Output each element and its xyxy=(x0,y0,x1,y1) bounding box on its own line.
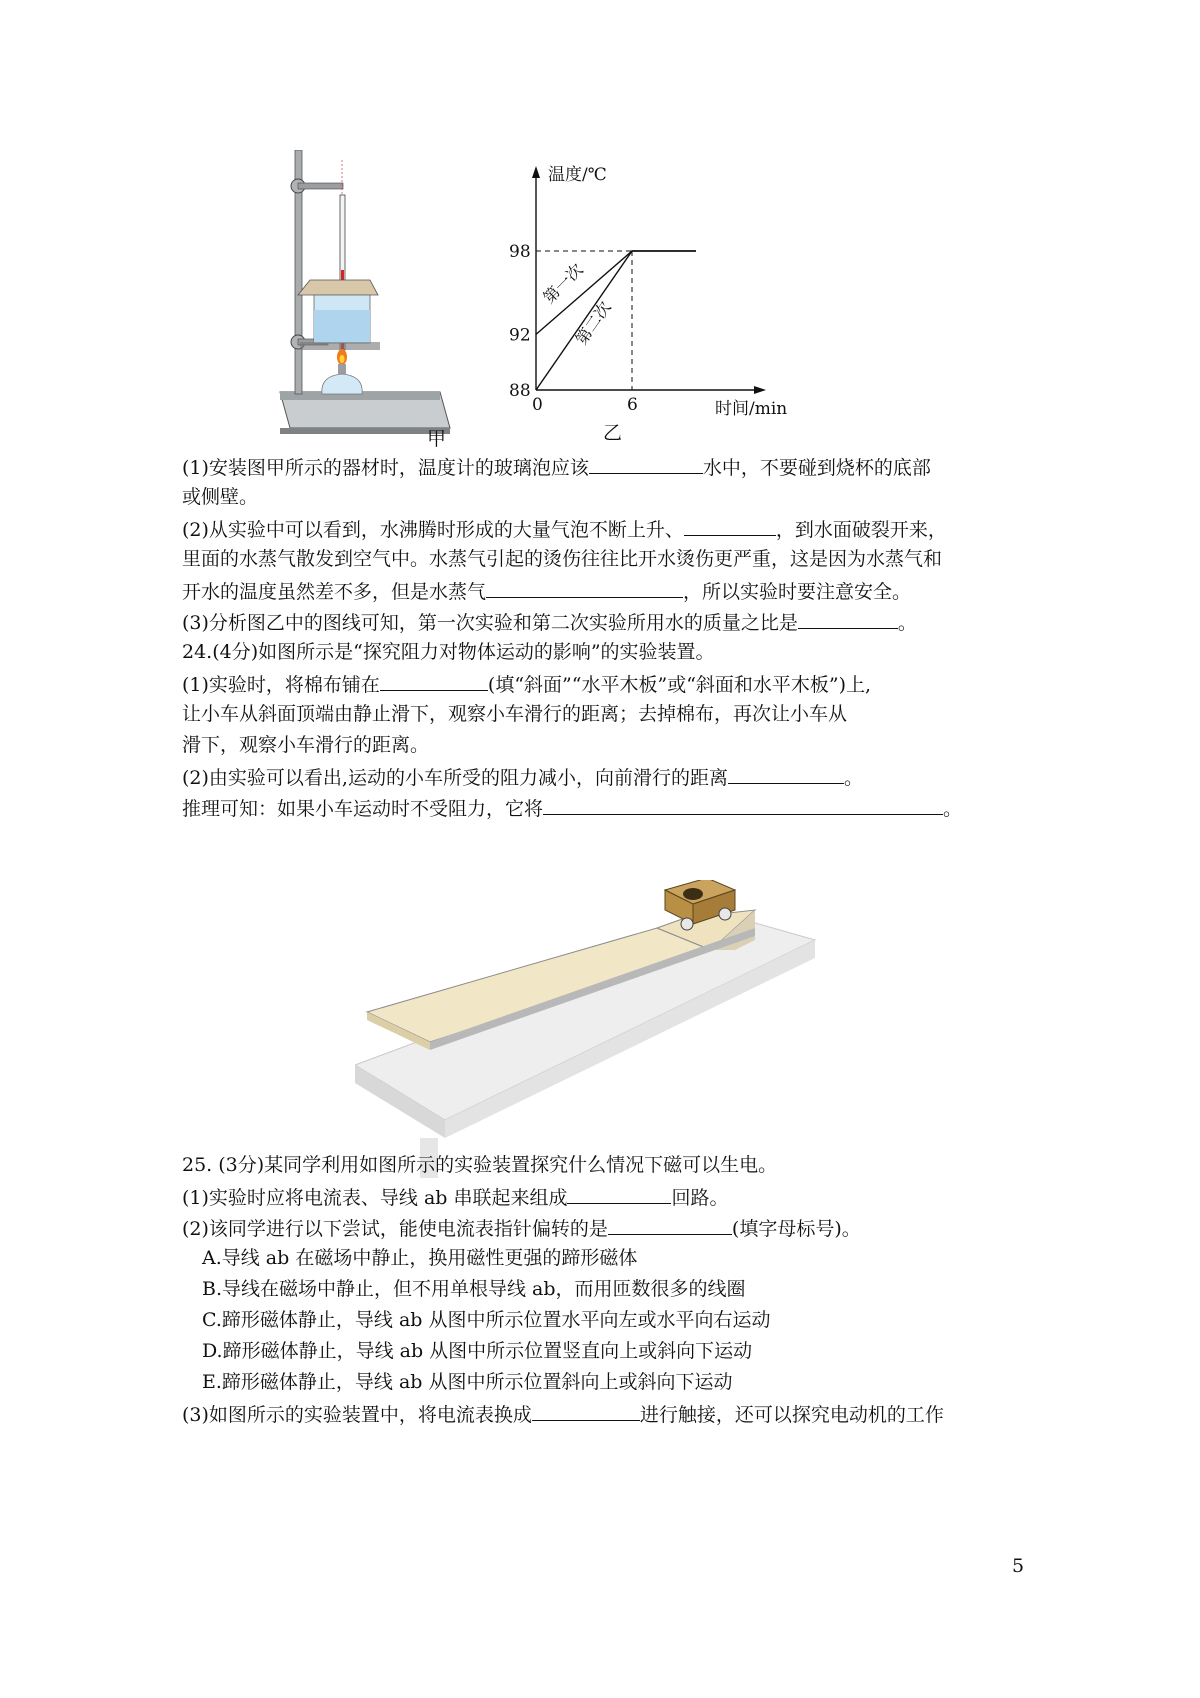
q23-blank-2[interactable] xyxy=(684,513,776,536)
q25-title: 25. (3分)某同学利用如图所示的实验装置探究什么情况下磁可以生电。 xyxy=(182,1154,778,1176)
y-tick-label: 88 xyxy=(509,381,531,401)
q23-part2-line2: 里面的水蒸气散发到空气中。水蒸气引起的烫伤往往比开水烫伤更严重，这是因为水蒸气和 xyxy=(182,548,943,570)
q24-blank-2[interactable] xyxy=(728,761,844,784)
q23-part2-line3: 开水的温度虽然差不多，但是水蒸气 ，所以实验时要注意安全。 xyxy=(182,575,911,607)
q24-part1: (1)实验时，将棉布铺在 (填“斜面”“水平木板”或“斜面和水平木板”)上, xyxy=(182,668,871,700)
q24-part2: (2)由实验可以看出,运动的小车所受的阻力减小，向前滑行的距离 。 xyxy=(182,761,863,793)
q25-option-b: B.导线在磁场中静止，但不用单根导线 ab，而用匝数很多的线圈 xyxy=(202,1278,746,1300)
ramp-cart-figure xyxy=(355,880,825,1180)
y-axis-arrow xyxy=(532,166,540,178)
x-tick-label: 0 xyxy=(532,395,543,415)
q23-part2: (2)从实验中可以看到，水沸腾时形成的大量气泡不断上升、 ，到水面破裂开来， xyxy=(182,513,947,545)
q24-blank-1[interactable] xyxy=(380,668,488,691)
q25-blank-2[interactable] xyxy=(608,1212,732,1235)
q25-part1: (1)实验时应将电流表、导线 ab 串联起来组成 回路。 xyxy=(182,1181,729,1213)
x-tick-label: 6 xyxy=(627,395,638,415)
q24-part1-line2: 让小车从斜面顶端由静止滑下，观察小车滑行的距离；去掉棉布，再次让小车从 xyxy=(182,703,848,725)
q24-title: 24.(4分)如图所示是“探究阻力对物体运动的影响”的实验装置。 xyxy=(182,641,715,663)
chart-plot-area xyxy=(509,165,787,419)
y-tick-label: 92 xyxy=(509,325,531,346)
q25-part2: (2)该同学进行以下尝试，能使电流表指针偏转的是 (填字母标号)。 xyxy=(182,1212,861,1244)
q23-part3: (3)分析图乙中的图线可知，第一次实验和第二次实验所用水的质量之比是 。 xyxy=(182,606,917,638)
q25-part3: (3)如图所示的实验装置中，将电流表换成 进行触接，还可以探究电动机的工作 xyxy=(182,1398,944,1430)
q24-part1-line3: 滑下，观察小车滑行的距离。 xyxy=(182,734,430,756)
q25-option-c: C.蹄形磁体静止，导线 ab 从图中所示位置水平向左或水平向右运动 xyxy=(202,1309,771,1331)
x-axis-arrow xyxy=(754,386,766,394)
series-label-2: 第二次 xyxy=(571,298,615,349)
q25-blank-3[interactable] xyxy=(532,1398,640,1421)
y-axis-label: 温度/℃ xyxy=(548,165,607,185)
q23-blank-3[interactable] xyxy=(486,575,683,598)
x-axis-label: 时间/min xyxy=(715,399,788,419)
figure-yi-caption: 乙 xyxy=(603,422,623,444)
q25-option-d: D.蹄形磁体静止，导线 ab 从图中所示位置竖直向上或斜向下运动 xyxy=(202,1340,753,1362)
q23-blank-4[interactable] xyxy=(798,606,898,629)
q23-part1-cont: 或侧壁。 xyxy=(182,486,259,508)
q25-option-a: A.导线 ab 在磁场中静止，换用磁性更强的蹄形磁体 xyxy=(202,1247,638,1269)
q24-part3: 推理可知：如果小车运动时不受阻力，它将 。 xyxy=(182,792,962,824)
q23-blank-1[interactable] xyxy=(589,451,703,474)
q23-part1: (1)安装图甲所示的器材时，温度计的玻璃泡应该 水中，不要碰到烧杯的底部 xyxy=(182,451,931,483)
figure-yi-graph xyxy=(500,158,800,428)
page-number: 5 xyxy=(1012,1555,1025,1577)
figure-jia-label: 甲 xyxy=(427,428,447,450)
q25-option-e: E.蹄形磁体静止，导线 ab 从图中所示位置斜向上或斜向下运动 xyxy=(202,1371,733,1393)
figure-jia-apparatus xyxy=(270,150,470,450)
q24-blank-3[interactable] xyxy=(543,792,943,815)
series-label-1: 第一次 xyxy=(539,259,587,308)
y-tick-label: 98 xyxy=(509,242,531,262)
q25-blank-1[interactable] xyxy=(567,1181,671,1204)
